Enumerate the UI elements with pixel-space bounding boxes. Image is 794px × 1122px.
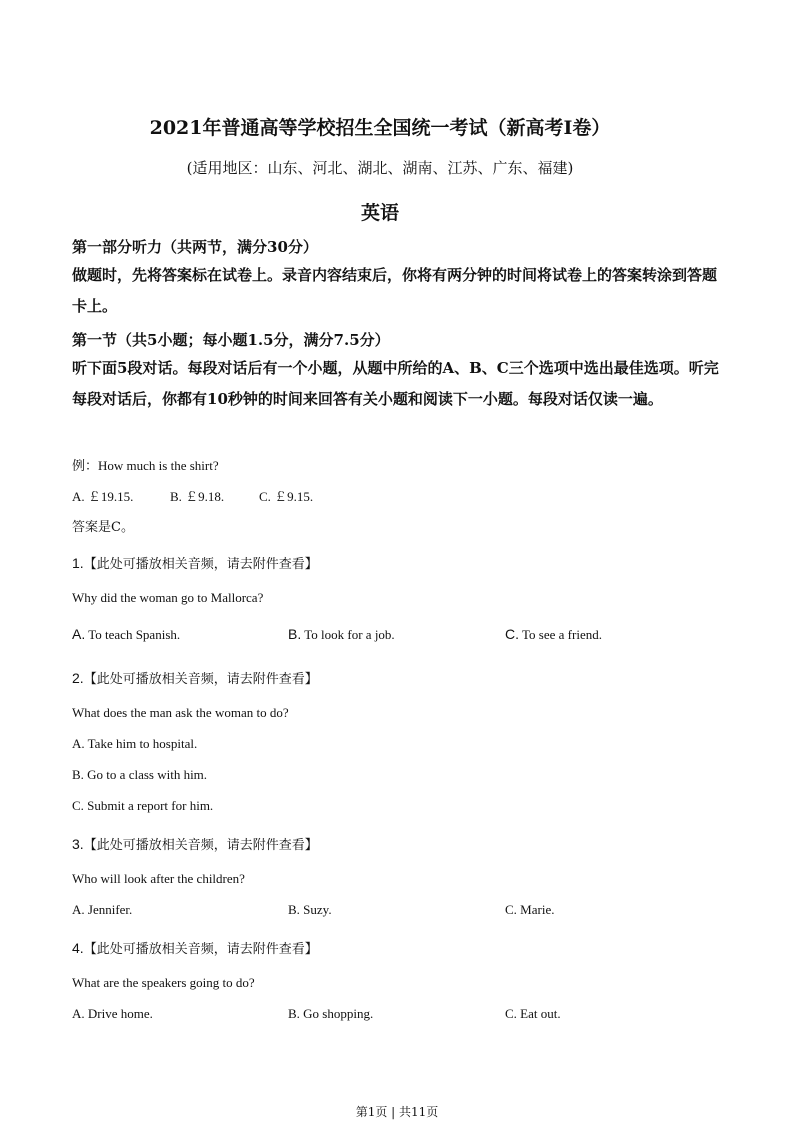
option-letter: A. bbox=[72, 626, 86, 642]
example-question: 例：How much is the shirt? bbox=[72, 458, 219, 473]
option-letter: C. bbox=[505, 626, 519, 642]
question-3-option-c: C. Marie. bbox=[505, 902, 555, 917]
question-3-option-a: A. Jennifer. bbox=[72, 902, 133, 917]
question-number: 2. bbox=[72, 670, 84, 686]
question-1-option-a bbox=[72, 626, 180, 643]
question-1-option-b bbox=[288, 626, 395, 643]
question-2-option-a: A. Take him to hospital. bbox=[72, 736, 198, 751]
question-2-option-c: C. Submit a report for him. bbox=[72, 798, 214, 813]
example-option-c: C. ￡9.15. bbox=[259, 489, 314, 504]
question-2-header bbox=[72, 668, 318, 687]
subject-heading: 英语 bbox=[360, 202, 399, 224]
question-4-option-a: A. Drive home. bbox=[72, 1006, 153, 1021]
question-number: 4. bbox=[72, 940, 84, 956]
question-4-header bbox=[72, 938, 318, 957]
part1-instruction: 做题时，先将答案标在试卷上。录音内容结束后，你将有两分钟的时间将试卷上的答案转涂到答题卡上。 bbox=[72, 266, 718, 315]
audio-note[interactable]: 【此处可播放相关音频，请去附件查看】 bbox=[83, 838, 318, 853]
option-text: To see a friend. bbox=[522, 627, 602, 642]
audio-note[interactable]: 【此处可播放相关音频，请去附件查看】 bbox=[83, 557, 318, 572]
question-1-option-c bbox=[505, 626, 602, 643]
question-1-text: Why did the woman go to Mallorca? bbox=[72, 590, 264, 605]
audio-note[interactable]: 【此处可播放相关音频，请去附件查看】 bbox=[83, 942, 318, 957]
question-2-text: What does the man ask the woman to do? bbox=[72, 705, 289, 720]
audio-note[interactable]: 【此处可播放相关音频，请去附件查看】 bbox=[83, 672, 318, 687]
applicable-regions: (适用地区：山东、河北、湖北、湖南、江苏、广东、福建) bbox=[186, 159, 574, 177]
example-option-b: B. ￡9.18. bbox=[170, 489, 225, 504]
question-2-option-b: B. Go to a class with him. bbox=[72, 767, 208, 782]
question-4-option-c: C. Eat out. bbox=[505, 1006, 561, 1021]
question-3-text: Who will look after the children? bbox=[72, 871, 245, 886]
section1-instruction: 听下面5段对话。每段对话后有一个小题，从题中所给的A、B、C三个选项中选出最佳选项。听完每段对话后，你都有10秒钟的时间来回答有关小题和阅读下一小题。每段对话仅读一遍。 bbox=[72, 359, 719, 408]
question-4-option-b: B. Go shopping. bbox=[288, 1006, 374, 1021]
question-3-option-b: B. Suzy. bbox=[288, 902, 332, 917]
example-answer: 答案是C。 bbox=[72, 520, 134, 535]
question-number: 1. bbox=[72, 555, 84, 571]
option-text: To look for a job. bbox=[304, 627, 395, 642]
question-3-header bbox=[72, 834, 318, 853]
exam-title: 2021年普通高等学校招生全国统一考试（新高考I卷） bbox=[149, 117, 611, 139]
part1-heading: 第一部分听力（共两节，满分30分） bbox=[72, 238, 318, 256]
page-indicator: 第1页 | 共11页 bbox=[355, 1105, 439, 1119]
question-number: 3. bbox=[72, 836, 84, 852]
question-1-header bbox=[72, 553, 318, 572]
option-text: To teach Spanish. bbox=[88, 627, 181, 642]
section1-heading: 第一节（共5小题；每小题1.5分，满分7.5分） bbox=[72, 331, 390, 349]
question-4-text: What are the speakers going to do? bbox=[72, 975, 255, 990]
option-letter: B. bbox=[288, 626, 302, 642]
example-option-a: A. ￡19.15. bbox=[72, 489, 134, 504]
